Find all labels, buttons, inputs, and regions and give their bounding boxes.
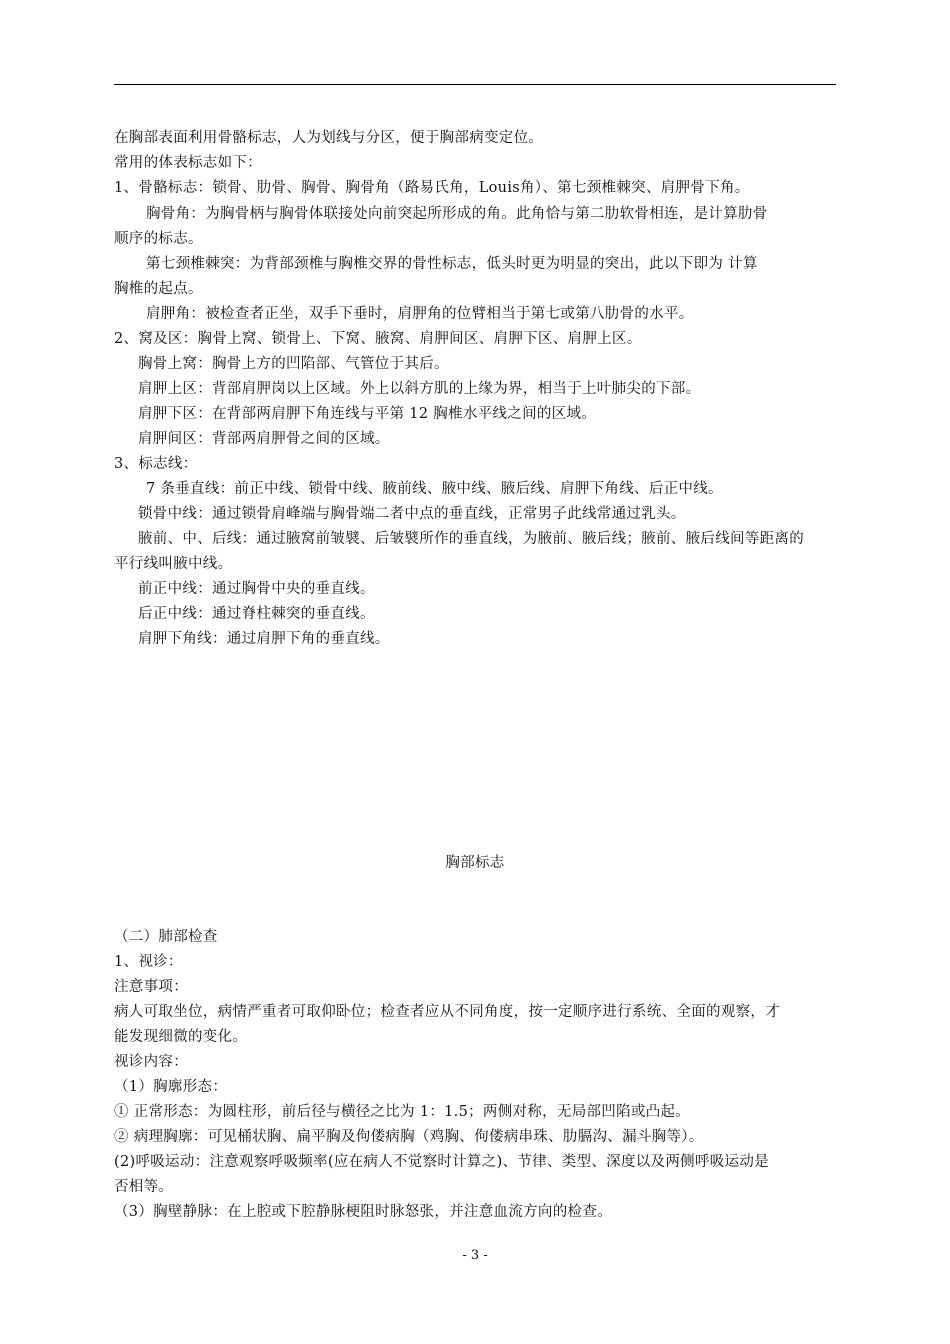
text-line: 后正中线：通过脊柱棘突的垂直线。 xyxy=(138,606,375,622)
text-line: 顺序的标志。 xyxy=(114,231,203,247)
text-line: 肩胛下角线：通过肩胛下角的垂直线。 xyxy=(138,631,390,647)
text-line: (2)呼吸运动：注意观察呼吸频率(应在病人不觉察时计算之)、节律、类型、深度以及两侧呼吸运动是 xyxy=(114,1154,769,1170)
text-line: 1、骨骼标志：锁骨、肋骨、胸骨、胸骨角（路易氏角，Louis角）、第七颈椎棘突、肩胛骨下角。 xyxy=(114,180,750,196)
text-line: 否相等。 xyxy=(114,1179,174,1195)
text-line: 常用的体表标志如下： xyxy=(114,155,262,171)
text-line: 注意事项： xyxy=(114,979,188,995)
figure-caption: 胸部标志 xyxy=(445,855,505,871)
page-number: - 3 - xyxy=(462,1248,488,1263)
text-line: 视诊内容： xyxy=(114,1054,188,1070)
section-heading: （二）肺部检查 xyxy=(114,929,218,945)
text-line: 3、标志线： xyxy=(114,456,198,472)
text-line: 肩胛下区：在背部两肩胛下角连线与平第 12 胸椎水平线之间的区域。 xyxy=(138,406,597,422)
text-line: （1）胸廓形态： xyxy=(114,1079,228,1095)
text-line: 胸椎的起点。 xyxy=(114,281,203,297)
text-line: 肩胛间区：背部两肩胛骨之间的区域。 xyxy=(138,431,390,447)
text-line: 1、视诊： xyxy=(114,954,183,970)
text-line: 第七颈椎棘突：为背部颈椎与胸椎交界的骨性标志，低头时更为明显的突出，此以下即为 计算 xyxy=(146,256,758,272)
text-line: 7 条垂直线：前正中线、锁骨中线、腋前线、腋中线、腋后线、肩胛下角线、后正中线。 xyxy=(146,481,723,497)
text-line: 2、窝及区：胸骨上窝、锁骨上、下窝、腋窝、肩胛间区、肩胛下区、肩胛上区。 xyxy=(114,331,642,347)
text-line: 胸骨上窝：胸骨上方的凹陷部、气管位于其后。 xyxy=(138,356,449,372)
text-line: （3）胸壁静脉：在上腔或下腔静脉梗阻时脉怒张，并注意血流方向的检查。 xyxy=(114,1204,612,1220)
text-line: 能发现细微的变化。 xyxy=(114,1029,248,1045)
text-line: ② 病理胸廓：可见桶状胸、扁平胸及佝偻病胸（鸡胸、佝偻病串珠、肋膈沟、漏斗胸等）。 xyxy=(114,1129,704,1145)
text-line: 在胸部表面利用骨骼标志，人为划线与分区，便于胸部病变定位。 xyxy=(114,130,544,146)
text-line: 胸骨角：为胸骨柄与胸骨体联接处向前突起所形成的角。此角恰与第二肋软骨相连，是计算肋骨 xyxy=(146,206,768,222)
header-rule xyxy=(114,84,836,85)
text-line: 前正中线：通过胸骨中央的垂直线。 xyxy=(138,581,375,597)
text-line: 平行线叫腋中线。 xyxy=(114,556,233,572)
text-line: 肩胛上区：背部肩胛岗以上区域。外上以斜方肌的上缘为界，相当于上叶肺尖的下部。 xyxy=(138,381,701,397)
text-line: ① 正常形态：为圆柱形，前后径与横径之比为 1：1.5；两侧对称，无局部凹陷或凸起。 xyxy=(114,1104,691,1120)
text-line: 腋前、中、后线：通过腋窝前皱襞、后皱襞所作的垂直线，为腋前、腋后线；腋前、腋后线间等距离的 xyxy=(138,531,804,547)
text-line: 锁骨中线：通过锁骨肩峰端与胸骨端二者中点的垂直线，正常男子此线常通过乳头。 xyxy=(138,506,686,522)
text-line: 病人可取坐位，病情严重者可取仰卧位；检查者应从不同角度，按一定顺序进行系统、全面的观察，才 xyxy=(114,1004,780,1020)
text-line: 肩胛角：被检查者正坐，双手下垂时，肩胛角的位臂相当于第七或第八肋骨的水平。 xyxy=(146,306,694,322)
